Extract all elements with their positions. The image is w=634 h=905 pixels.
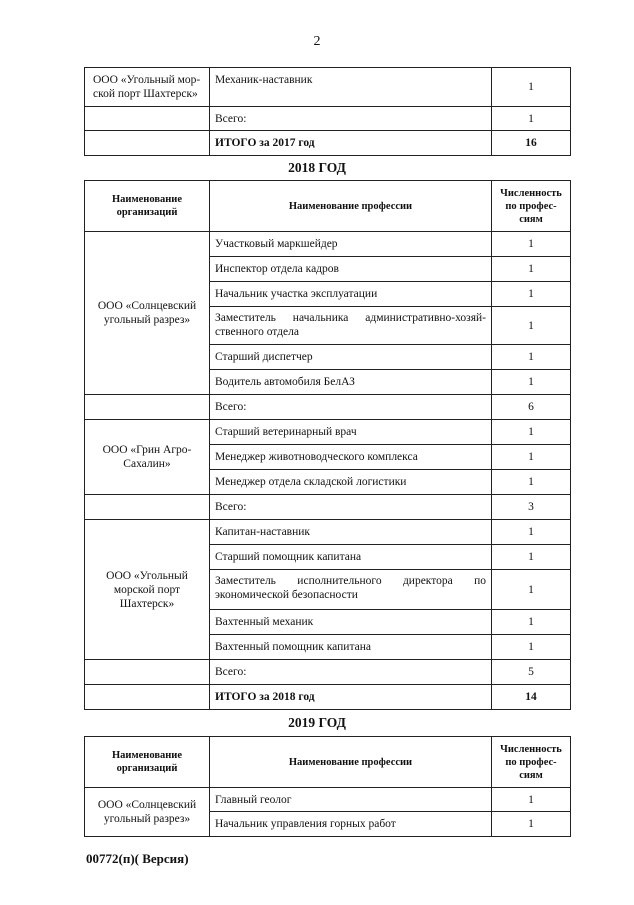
count-cell: 1 <box>492 370 571 395</box>
subtotal-count: 1 <box>492 107 571 131</box>
profession-cell: Вахтенный механик <box>210 610 492 635</box>
org-cell: ООО «Солнцевский угольный разрез» <box>85 788 210 837</box>
header-org: Наименование организаций <box>85 181 210 232</box>
profession-cell: Старший помощник капитана <box>210 545 492 570</box>
count-cell: 1 <box>492 570 571 610</box>
subtotal-label: Всего: <box>210 660 492 685</box>
table-2019 <box>84 736 571 837</box>
count-cell: 1 <box>492 345 571 370</box>
org-cell: ООО «Грин Агро-Сахалин» <box>85 420 210 495</box>
profession-cell: Заместитель начальника административно-хозяй-ственного отдела <box>210 307 492 345</box>
count-cell: 1 <box>492 257 571 282</box>
subtotal-label: Всего: <box>210 395 492 420</box>
subtotal-row <box>85 660 571 685</box>
profession-cell: Участковый маркшейдер <box>210 232 492 257</box>
total-row <box>85 685 571 710</box>
empty-cell <box>85 395 210 420</box>
profession-cell: Инспектор отдела кадров <box>210 257 492 282</box>
empty-cell <box>85 660 210 685</box>
total-label: ИТОГО за 2017 год <box>210 131 492 156</box>
count-cell: 1 <box>492 470 571 495</box>
profession-cell: Вахтенный помощник капитана <box>210 635 492 660</box>
empty-cell <box>85 107 210 131</box>
table-2017 <box>84 67 571 156</box>
header-count: Численность по профес-сиям <box>492 181 571 232</box>
profession-cell: Капитан-наставник <box>210 520 492 545</box>
profession-cell: Менеджер животноводческого комплекса <box>210 445 492 470</box>
header-row <box>85 181 571 232</box>
profession-cell: Менеджер отдела складской логистики <box>210 470 492 495</box>
header-org: Наименование организаций <box>85 737 210 788</box>
table-row <box>85 420 571 445</box>
page-number: 2 <box>313 34 321 49</box>
count-cell: 1 <box>492 68 571 107</box>
year-heading-2018: 2018 ГОД <box>288 160 346 175</box>
profession-cell: Начальник участка эксплуатации <box>210 282 492 307</box>
profession-cell: Главный геолог <box>210 788 492 812</box>
year-heading-2019: 2019 ГОД <box>288 715 346 730</box>
header-row <box>85 737 571 788</box>
table-row <box>85 232 571 257</box>
count-cell: 1 <box>492 445 571 470</box>
table-row <box>85 520 571 545</box>
total-row <box>85 131 571 156</box>
profession-cell: Водитель автомобиля БелАЗ <box>210 370 492 395</box>
count-cell: 1 <box>492 812 571 837</box>
header-profession: Наименование профессии <box>210 181 492 232</box>
subtotal-row <box>85 495 571 520</box>
empty-cell <box>85 685 210 710</box>
count-cell: 1 <box>492 307 571 345</box>
profession-cell: Старший ветеринарный врач <box>210 420 492 445</box>
count-cell: 1 <box>492 545 571 570</box>
header-profession: Наименование профессии <box>210 737 492 788</box>
table-row <box>85 788 571 812</box>
total-label: ИТОГО за 2018 год <box>210 685 492 710</box>
count-cell: 1 <box>492 232 571 257</box>
profession-cell: Старший диспетчер <box>210 345 492 370</box>
empty-cell <box>85 495 210 520</box>
org-cell: ООО «Угольный морской порт Шахтерск» <box>85 520 210 660</box>
subtotal-count: 6 <box>492 395 571 420</box>
table-2018 <box>84 180 571 710</box>
org-cell: ООО «Угольный мор-ской порт Шахтерск» <box>85 68 210 107</box>
document-footer-code: 00772(п)( Версия) <box>86 851 189 866</box>
subtotal-row <box>85 107 571 131</box>
count-cell: 1 <box>492 610 571 635</box>
count-cell: 1 <box>492 520 571 545</box>
subtotal-count: 3 <box>492 495 571 520</box>
org-cell: ООО «Солнцевский угольный разрез» <box>85 232 210 395</box>
subtotal-label: Всего: <box>210 495 492 520</box>
profession-cell: Начальник управления горных работ <box>210 812 492 837</box>
count-cell: 1 <box>492 420 571 445</box>
total-count: 14 <box>492 685 571 710</box>
empty-cell <box>85 131 210 156</box>
subtotal-row <box>85 395 571 420</box>
subtotal-label: Всего: <box>210 107 492 131</box>
profession-cell: Механик-наставник <box>210 68 492 107</box>
count-cell: 1 <box>492 282 571 307</box>
total-count: 16 <box>492 131 571 156</box>
subtotal-count: 5 <box>492 660 571 685</box>
count-cell: 1 <box>492 635 571 660</box>
count-cell: 1 <box>492 788 571 812</box>
table-row <box>85 68 571 107</box>
profession-cell: Заместитель исполнительного директора по экономической безопасности <box>210 570 492 610</box>
header-count: Численность по профес-сиям <box>492 737 571 788</box>
